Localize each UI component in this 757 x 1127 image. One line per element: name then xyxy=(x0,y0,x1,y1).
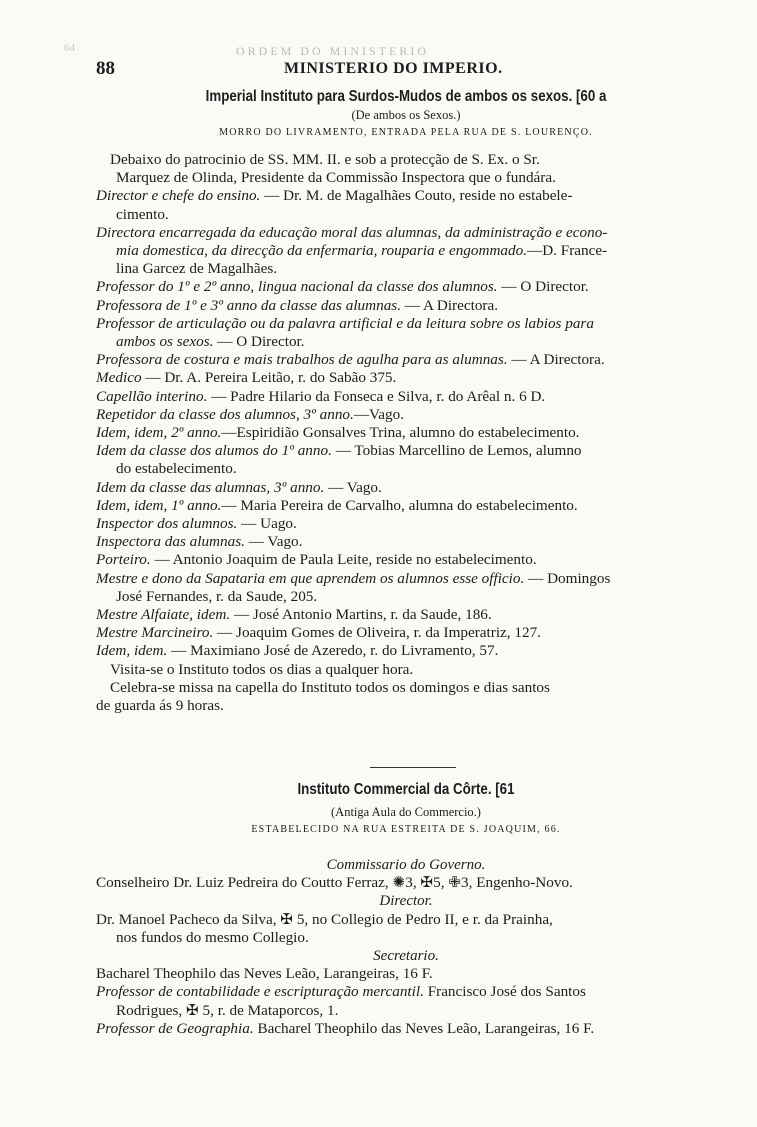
inst1-line xyxy=(96,661,716,679)
italic-text: Medico xyxy=(96,369,142,387)
text: — Vago. xyxy=(324,478,382,496)
italic-text: mia domestica, da direcção da enfermaria, rouparia e engommado. xyxy=(116,242,527,260)
text: —Vago. xyxy=(353,405,405,423)
inst2-line xyxy=(96,892,716,910)
inst1-line xyxy=(96,679,716,697)
inst1-line xyxy=(96,278,716,296)
inst1-line xyxy=(96,588,716,606)
inst1-line xyxy=(96,515,716,533)
inst1-line xyxy=(96,606,716,624)
text: — José Antonio Martins, r. da Saude, 186. xyxy=(230,606,492,624)
inst2-line xyxy=(96,983,716,1001)
text: Visita-se o Instituto todos os dias a qualquer hora. xyxy=(110,660,414,678)
text: Dr. Manoel Pacheco da Silva, ✠ 5, no Collegio de Pedro II, e r. da Prainha, xyxy=(96,910,553,928)
inst2-line xyxy=(96,947,716,965)
text: nos fundos do mesmo Collegio. xyxy=(116,928,309,946)
text: cimento. xyxy=(116,205,169,223)
italic-text: Idem, idem, 1º anno. xyxy=(96,496,222,514)
faint-header: ORDEM DO MINISTERIO xyxy=(236,44,429,58)
italic-text: Professor de Geographia. xyxy=(96,1019,254,1037)
inst2-line xyxy=(96,911,716,929)
inst1-line xyxy=(96,297,716,315)
inst1-line xyxy=(96,206,716,224)
inst1-title: Imperial Instituto para Surdos-Mudos de ambos os sexos. [60 a xyxy=(205,88,607,105)
italic-text: Idem da classe das alumnas, 3º anno. xyxy=(96,478,325,496)
inst1-line xyxy=(96,260,716,278)
text: do estabelecimento. xyxy=(116,460,237,478)
inst2-line xyxy=(96,856,716,874)
text: Francisco José dos Santos xyxy=(423,983,586,1001)
italic-text: Repetidor da classe dos alumnos, 3º anno. xyxy=(96,405,354,423)
text: — Tobias Marcellino de Lemos, alumno xyxy=(331,442,582,460)
text: — Uago. xyxy=(237,515,297,533)
italic-text: Professor do 1º e 2º anno, lingua nacional da classe dos alumnos. xyxy=(96,278,498,296)
inst2-address: ESTABELECIDO NA RUA ESTREITA DE S. JOAQUIM, 66. xyxy=(251,824,561,835)
inst1-line xyxy=(96,697,716,715)
italic-text: Mestre e dono da Sapataria em que aprendem os alumnos esse officio. xyxy=(96,569,525,587)
italic-text: Idem da classe dos alumos do 1º anno. xyxy=(96,442,332,460)
text: — A Directora. xyxy=(401,296,499,314)
text: Rodrigues, ✠ 5, r. de Mataporcos, 1. xyxy=(116,1001,339,1019)
text: Conselheiro Dr. Luiz Pedreira do Coutto Ferraz, ✺3, ✠5, ✙3, Engenho-Novo. xyxy=(96,874,573,892)
corner-mark: 64 xyxy=(64,42,75,54)
italic-text: Director. xyxy=(379,893,433,910)
text: — Padre Hilario da Fonseca e Silva, r. do Arêal n. 6 D. xyxy=(207,387,546,405)
inst1-line xyxy=(96,369,716,387)
text: Marquez de Olinda, Presidente da Commissão Inspectora que o fundára. xyxy=(116,169,556,187)
italic-text: Professor de contabilidade e escripturação mercantil. xyxy=(96,983,424,1001)
inst2-title: Instituto Commercial da Côrte. [61 xyxy=(297,781,515,798)
text: lina Garcez de Magalhães. xyxy=(116,260,278,278)
page-number: 88 xyxy=(96,58,115,79)
text: — Domingos xyxy=(524,569,611,587)
inst1-line xyxy=(96,406,716,424)
inst1-line xyxy=(96,242,716,260)
inst1-line xyxy=(96,424,716,442)
italic-text: Inspector dos alumnos. xyxy=(96,515,238,533)
inst1-line xyxy=(96,187,716,205)
text: — Joaquim Gomes de Oliveira, r. da Imperatriz, 127. xyxy=(213,624,541,642)
italic-text: Porteiro. xyxy=(96,551,151,569)
inst1-line xyxy=(96,224,716,242)
text: — Antonio Joaquim de Paula Leite, reside no estabelecimento. xyxy=(150,551,537,569)
inst1-line xyxy=(96,460,716,478)
inst1-heading xyxy=(96,88,716,138)
text: —D. France- xyxy=(527,242,608,260)
inst1-line xyxy=(96,533,716,551)
italic-text: Mestre Marcineiro. xyxy=(96,624,214,642)
inst1-line xyxy=(96,151,716,169)
text: José Fernandes, r. da Saude, 205. xyxy=(116,587,318,605)
italic-text: Professora de 1º e 3º anno da classe das alumnas. xyxy=(96,296,401,314)
inst2-line xyxy=(96,929,716,947)
italic-text: Commissario do Governo. xyxy=(326,857,486,873)
inst1-body xyxy=(96,151,716,715)
italic-text: Professora de costura e mais trabalhos de agulha para as alumnas. xyxy=(96,351,508,369)
inst1-line xyxy=(96,570,716,588)
inst1-line xyxy=(96,169,716,187)
text: Bacharel Theophilo das Neves Leão, Larangeiras, 16 F. xyxy=(96,965,433,983)
text: — Maria Pereira de Carvalho, alumna do estabelecimento. xyxy=(221,496,578,514)
text: — O Director. xyxy=(213,333,305,351)
italic-text: Mestre Alfaiate, idem. xyxy=(96,606,231,624)
italic-text: Directora encarregada da educação moral das alumnas, da administração e econo- xyxy=(96,223,608,241)
page-header xyxy=(96,58,716,84)
inst1-line xyxy=(96,479,716,497)
text: de guarda ás 9 horas. xyxy=(96,697,224,715)
running-title: MINISTERIO DO IMPERIO. xyxy=(284,60,503,77)
inst2-line xyxy=(96,1002,716,1020)
inst1-line xyxy=(96,551,716,569)
italic-text: Secretario. xyxy=(373,948,439,965)
inst1-line xyxy=(96,315,716,333)
section-divider xyxy=(370,767,456,768)
text: —Espiridião Gonsalves Trina, alumno do estabelecimento. xyxy=(221,424,580,442)
inst1-line xyxy=(96,442,716,460)
inst1-line xyxy=(96,333,716,351)
italic-text: Capellão interino. xyxy=(96,387,208,405)
inst2-line xyxy=(96,1020,716,1038)
inst2-heading xyxy=(96,781,716,835)
text: — O Director. xyxy=(497,278,589,296)
inst1-subtitle: (De ambos os Sexos.) xyxy=(351,108,461,122)
text: — Dr. A. Pereira Leitão, r. do Sabão 375. xyxy=(141,369,397,387)
inst1-line xyxy=(96,642,716,660)
inst1-line xyxy=(96,497,716,515)
inst2-line xyxy=(96,874,716,892)
text: Celebra-se missa na capella do Instituto todos os domingos e dias santos xyxy=(110,678,550,696)
italic-text: Inspectora das alumnas. xyxy=(96,533,245,551)
text: — Dr. M. de Magalhães Couto, reside no estabele- xyxy=(260,187,573,205)
italic-text: Idem, idem, 2º anno. xyxy=(96,424,222,442)
italic-text: Director e chefe do ensino. xyxy=(96,187,261,205)
text: — Vago. xyxy=(244,533,303,551)
italic-text: Idem, idem. xyxy=(96,642,168,660)
inst1-line xyxy=(96,388,716,406)
inst2-line xyxy=(96,965,716,983)
inst2-subtitle: (Antiga Aula do Commercio.) xyxy=(331,805,481,819)
italic-text: Professor de articulação ou da palavra artificial e da leitura sobre os labios para xyxy=(96,314,594,332)
text: Bacharel Theophilo das Neves Leão, Larangeiras, 16 F. xyxy=(253,1019,595,1037)
inst1-address: MORRO DO LIVRAMENTO, ENTRADA PELA RUA DE S. LOURENÇO. xyxy=(219,127,593,138)
italic-text: ambos os sexos. xyxy=(116,333,214,351)
inst1-line xyxy=(96,351,716,369)
text: — Maximiano José de Azeredo, r. do Livramento, 57. xyxy=(167,642,499,660)
inst1-line xyxy=(96,624,716,642)
inst2-body xyxy=(96,856,716,1038)
text: — A Directora. xyxy=(507,351,605,369)
text: Debaixo do patrocinio de SS. MM. II. e sob a protecção de S. Ex. o Sr. xyxy=(110,151,540,168)
